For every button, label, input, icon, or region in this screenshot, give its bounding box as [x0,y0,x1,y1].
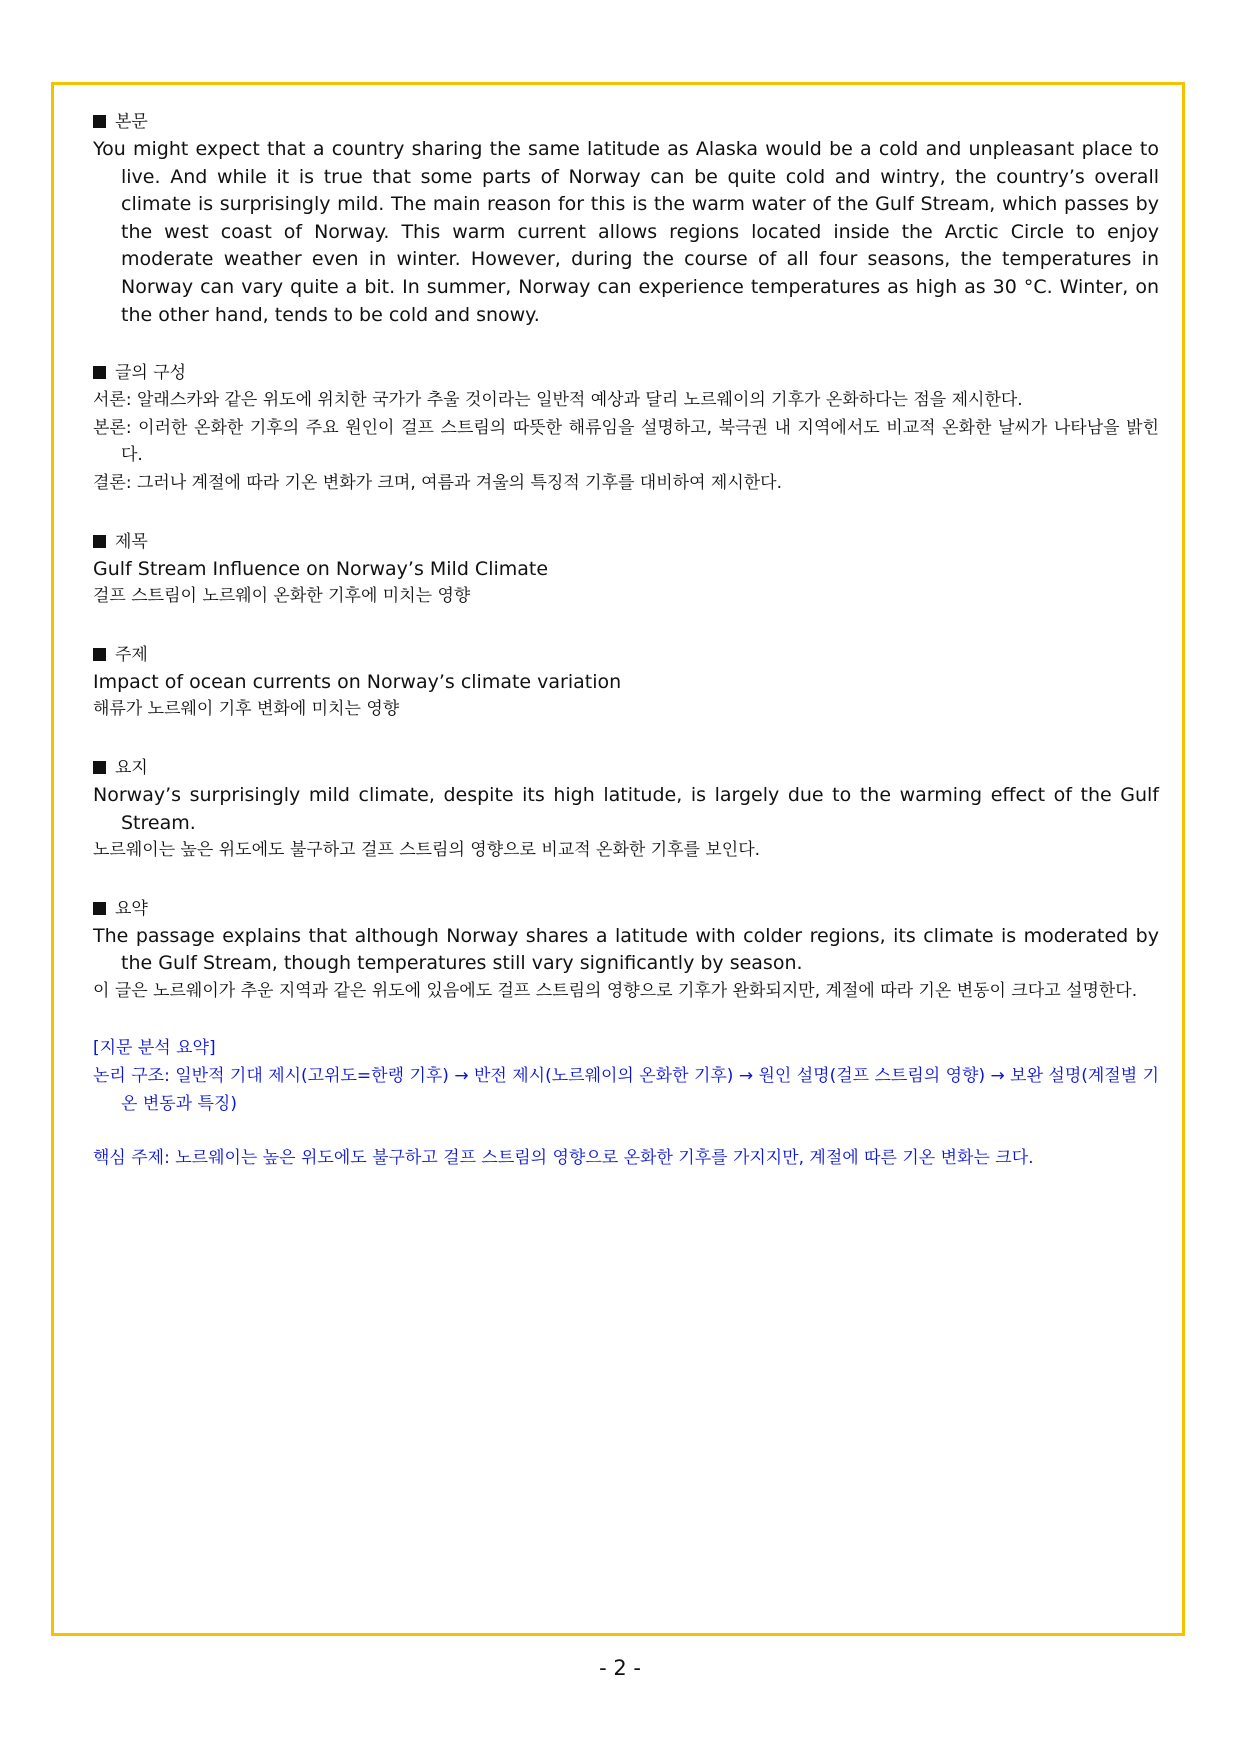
black-square-icon [93,902,106,915]
gist-korean: 노르웨이는 높은 위도에도 불구하고 걸프 스트림의 영향으로 비교적 온화한 기후를 보인다. [93,840,761,861]
structure-intro: 서론: 알래스카와 같은 위도에 위치한 국가가 추울 것이라는 일반적 예상과 달리 노르웨이의 기후가 온화하다는 점을 제시한다. [93,390,1023,411]
section-heading: 주제 [93,641,1159,669]
analysis-core: 핵심 주제: 노르웨이는 높은 위도에도 불구하고 걸프 스트림의 영향으로 온화한 기후를 가지지만, 계절에 따른 기온 변화는 크다. [93,1148,1034,1169]
theme-english: Impact of ocean currents on Norway’s climate variation [93,670,622,693]
black-square-icon [93,115,106,128]
analysis-section [93,1035,1159,1172]
section-heading: 요약 [93,895,1159,923]
structure-main: 본론: 이러한 온화한 기후의 주요 원인이 걸프 스트림의 따뜻한 해류임을 설명하고, 북극권 내 지역에서도 비교적 온화한 날씨가 나타남을 밝힌다. [93,417,1159,466]
gist-english: Norway’s surprisingly mild climate, despite its high latitude, is largely due to the warming effect of the Gulf Stream. [93,783,1159,834]
black-square-icon [93,761,106,774]
gist-section [93,754,1159,865]
theme-section [93,641,1159,724]
analysis-label: [지문 분석 요약] [93,1038,216,1059]
section-heading: 제목 [93,528,1159,556]
summary-korean: 이 글은 노르웨이가 추운 지역과 같은 위도에 있음에도 걸프 스트림의 영향으로 기후가 완화되지만, 계절에 따라 기온 변동이 크다고 설명한다. [93,980,1138,1001]
title-english: Gulf Stream Influence on Norway’s Mild Climate [93,557,549,580]
body-section [93,108,1159,329]
title-korean: 걸프 스트림이 노르웨이 온화한 기후에 미치는 영향 [93,586,471,607]
section-heading: 글의 구성 [93,359,1159,387]
analysis-logic: 논리 구조: 일반적 기대 제시(고위도=한랭 기후) → 반전 제시(노르웨이의 온화한 기후) → 원인 설명(걸프 스트림의 영향) → 보완 설명(계절별 기온 변동과 특징) [93,1066,1159,1114]
black-square-icon [93,366,106,379]
section-heading: 요지 [93,754,1159,782]
structure-section [93,359,1159,497]
black-square-icon [93,535,106,548]
summary-english: The passage explains that although Norway shares a latitude with colder regions, its climate is moderated by the Gulf Stream, though temperatures still vary significantly by season. [93,924,1159,975]
body-text: You might expect that a country sharing the same latitude as Alaska would be a cold and unpleasant place to live. And while it is true that some parts of Norway can be quite cold and wintry, the country’s overall climate is surprisingly mild. The main reason for this is the warm water of the Gulf Stream, which passes by the west coast of Norway. This warm current allows regions located inside the Arctic Circle to enjoy moderate weather even in winter. However, during the course of all four seasons, the temperatures in Norway can vary quite a bit. In summer, Norway can experience temperatures as high as 30 °C. Winter, on the other hand, tends to be cold and snowy. [93,138,1159,326]
title-section [93,528,1159,611]
summary-section [93,895,1159,1006]
page-number: - 2 - [599,1656,641,1680]
structure-conclusion: 결론: 그러나 계절에 따라 기온 변화가 크며, 여름과 겨울의 특징적 기후를 대비하여 제시한다. [93,472,782,493]
theme-korean: 해류가 노르웨이 기후 변화에 미치는 영향 [93,699,400,720]
section-heading: 본문 [93,108,1159,136]
black-square-icon [93,648,106,661]
document-content [93,108,1159,1203]
